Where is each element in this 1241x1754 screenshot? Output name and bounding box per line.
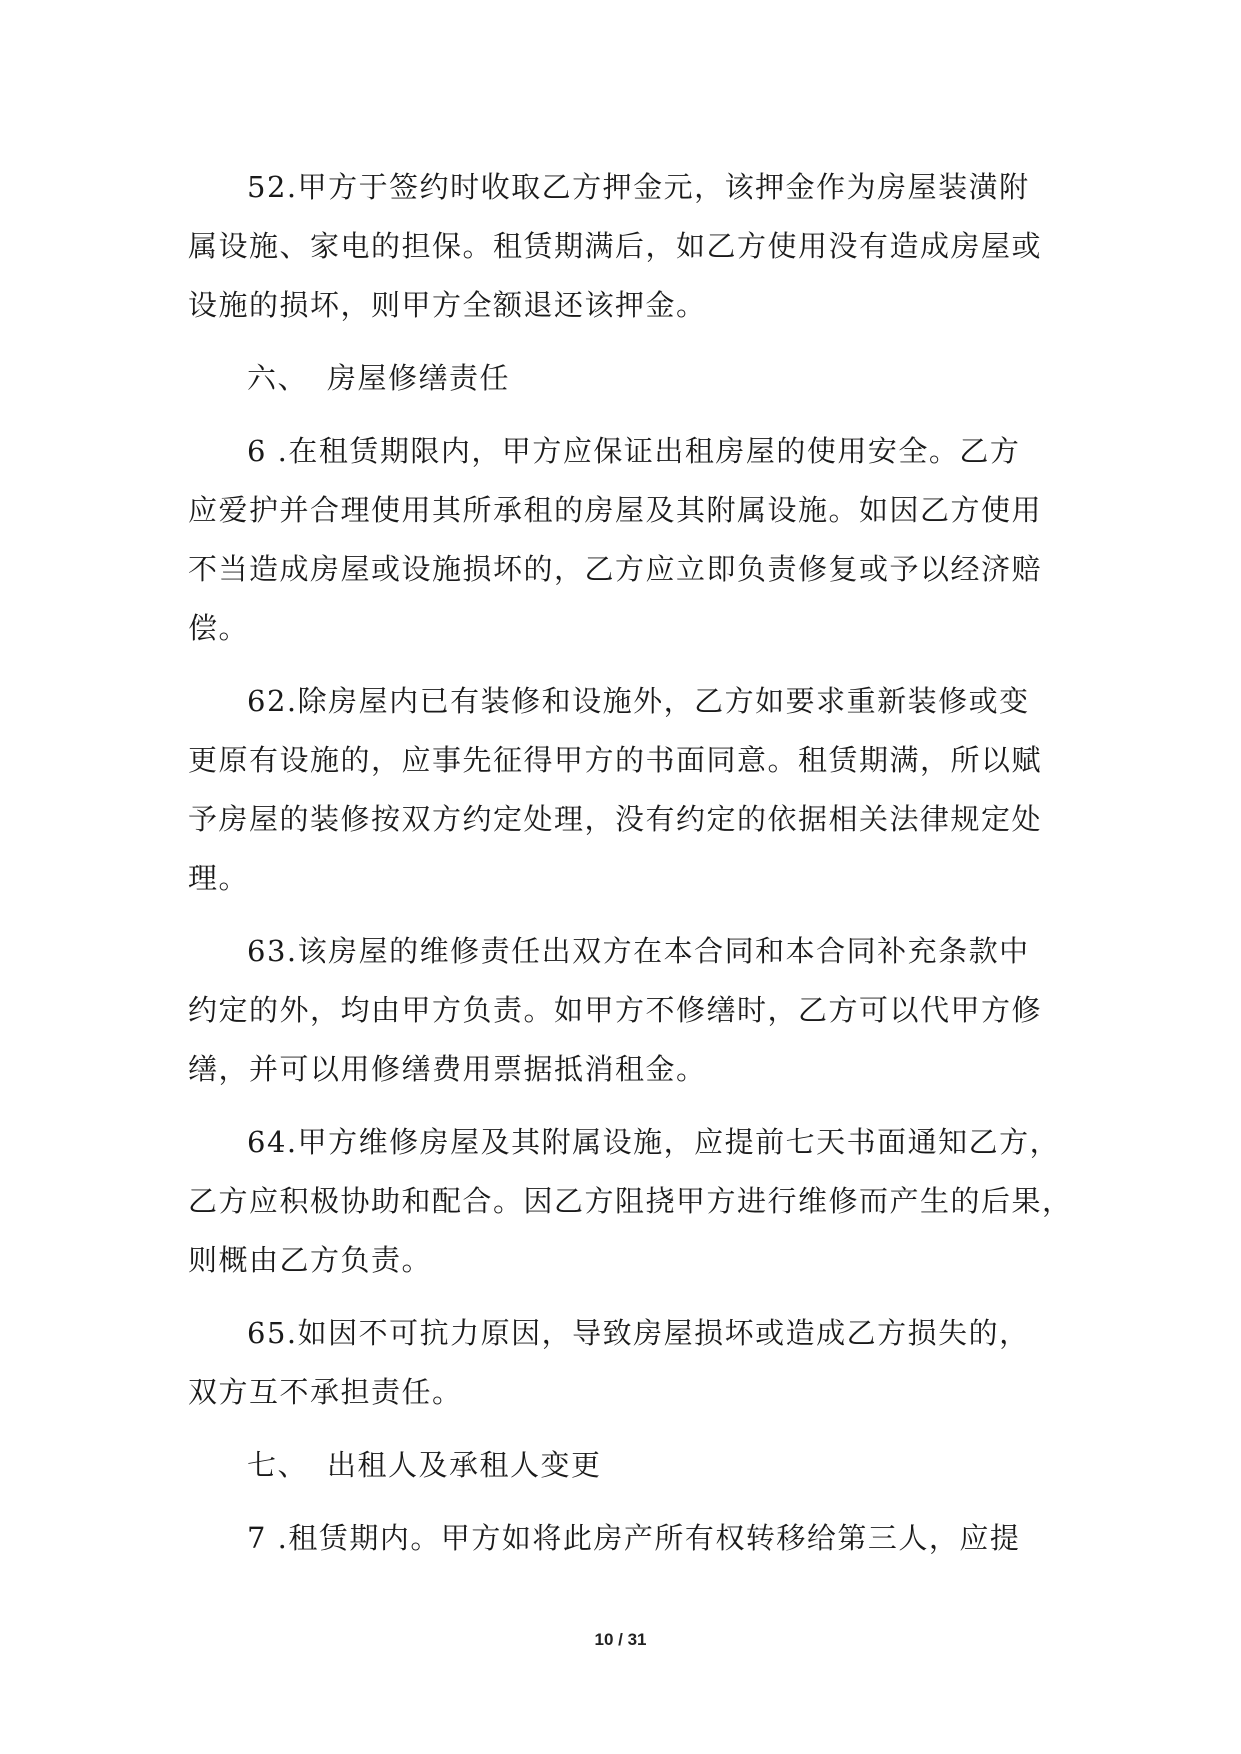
- text-line: 设施的损坏，则甲方全额退还该押金。: [188, 288, 707, 322]
- text-line: 约定的外，均由甲方负责。如甲方不修缮时，乙方可以代甲方修: [188, 993, 1043, 1027]
- section-heading-7: [188, 1436, 1060, 1495]
- section-title: 出租人及承租人变更: [327, 1448, 602, 1482]
- text-line: 双方互不承担责任。: [188, 1375, 463, 1409]
- section-title: 房屋修缮责任: [327, 361, 511, 395]
- text-line: 理。: [188, 861, 250, 895]
- paragraph-6: [188, 422, 1060, 658]
- text-line: 缮，并可以用修缮费用票据抵消租金。: [188, 1052, 707, 1086]
- paragraph-62: [188, 672, 1060, 908]
- text-line: 属设施、家电的担保。租赁期满后，如乙方使用没有造成房屋或: [188, 229, 1043, 263]
- text-line: 应爱护并合理使用其所承租的房屋及其附属设施。如因乙方使用: [188, 493, 1043, 527]
- paragraph-7: [188, 1509, 1060, 1568]
- text-line: 不当造成房屋或设施损坏的，乙方应立即负责修复或予以经济赔: [188, 552, 1043, 586]
- text-line: 则概由乙方负责。: [188, 1243, 433, 1277]
- paragraph-65: [188, 1304, 1060, 1422]
- document-body: [188, 158, 1073, 1568]
- section-number: 七、: [247, 1448, 309, 1482]
- text-line: 6 .在租赁期限内，甲方应保证出租房屋的使用安全。乙方: [247, 434, 1021, 468]
- page-number: 10 / 31: [594, 1630, 647, 1649]
- paragraph-64: [188, 1113, 1073, 1290]
- text-line: 52.甲方于签约时收取乙方押金元，该押金作为房屋装潢附: [247, 170, 1030, 204]
- text-line: 予房屋的装修按双方约定处理，没有约定的依据相关法律规定处: [188, 802, 1043, 836]
- text-line: 65.如因不可抗力原因，导致房屋损坏或造成乙方损失的，: [247, 1316, 1030, 1350]
- section-heading-6: [188, 349, 1060, 408]
- section-number: 六、: [247, 361, 309, 395]
- paragraph-52: [188, 158, 1060, 335]
- text-line: 63.该房屋的维修责任出双方在本合同和本合同补充条款中: [247, 934, 1030, 968]
- text-line: 乙方应积极协助和配合。因乙方阻挠甲方进行维修而产生的后果，: [188, 1184, 1073, 1218]
- text-line: 64.甲方维修房屋及其附属设施，应提前七天书面通知乙方，: [247, 1125, 1061, 1159]
- paragraph-63: [188, 922, 1060, 1099]
- text-line: 更原有设施的，应事先征得甲方的书面同意。租赁期满，所以赋: [188, 743, 1043, 777]
- text-line: 7 .租赁期内。甲方如将此房产所有权转移给第三人，应提: [247, 1521, 1021, 1555]
- text-line: 偿。: [188, 611, 250, 645]
- text-line: 62.除房屋内已有装修和设施外，乙方如要求重新装修或变: [247, 684, 1030, 718]
